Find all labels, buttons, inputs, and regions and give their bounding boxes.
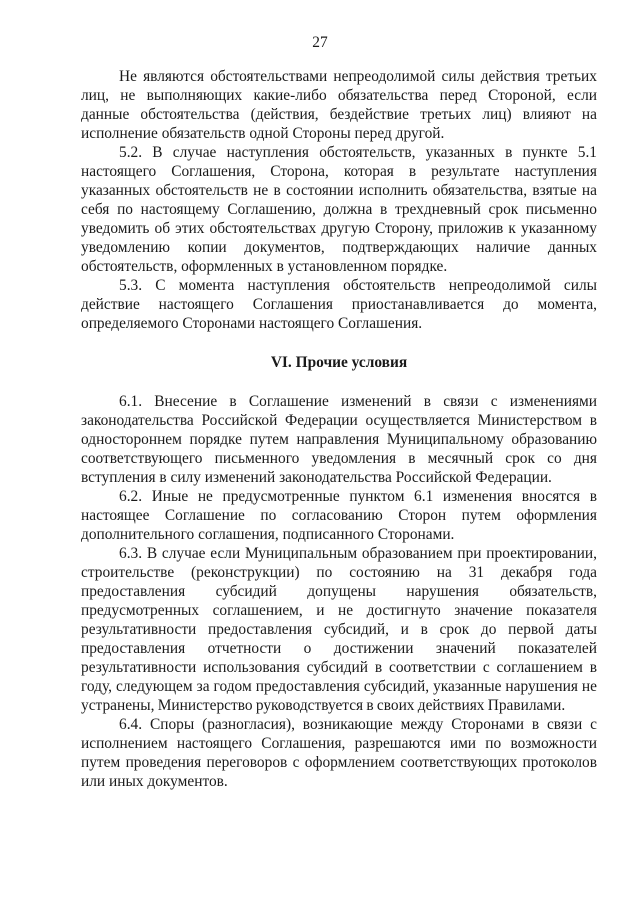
paragraph-5-2: 5.2. В случае наступления обстоятельств, указанных в пункте 5.1 настоящего Соглашения, Сторона, которая в результате наступления указанных обстоятельств не в состоянии исполнить обязательства, взятые на себя по настоящему Соглашению, должна в трехдневный срок письменно уведомить об этих обстоятельствах другую Сторону, приложив к указанному уведомлению копии документов, подтверждающих наличие данных обстоятельств, оформленных в установленном порядке. [81,144,597,275]
paragraph-5-3: 5.3. С момента наступления обстоятельств непреодолимой силы действие настоящего Соглашения приостанавливается до момента, определяемого Сторонами настоящего Соглашения. [81,277,597,332]
paragraph-6-4: 6.4. Споры (разногласия), возникающие между Сторонами в связи с исполнением настоящего Соглашения, разрешаются ими по возможности путем проведения переговоров с оформлением соответствующих протоколов или иных документов. [81,716,597,790]
paragraph-6-3: 6.3. В случае если Муниципальным образованием при проектировании, строительстве (реконструкции) по состоянию на 31 декабря года предоставления субсидий допущены нарушения обязательств, предусмотренных соглашением, и не достигнуто значение показателя результативности предоставления субсидий, и в срок до первой даты предоставления отчетности о достижении значений показателей результативности использования субсидий в соответствии с соглашением в году, следующем за годом предоставления субсидий, указанные нарушения не устранены, Министерство руководствуется в своих действиях Правилами. [81,545,597,714]
page-number: 27 [312,34,328,51]
section-title: VI. Прочие условия [270,354,408,371]
paragraph-6-1: 6.1. Внесение в Соглашение изменений в связи с изменениями законодательства Российской Федерации осуществляется Министерством в одностороннем порядке путем направления Муниципальному образованию соответствующего письменного уведомления в месячный срок со дня вступления в силу изменений законодательства Российской Федерации. [81,393,597,486]
paragraph-6-2: 6.2. Иные не предусмотренные пунктом 6.1 изменения вносятся в настоящее Соглашение по согласованию Сторон путем оформления дополнительного соглашения, подписанного Сторонами. [81,488,597,543]
document-body [81,67,597,791]
paragraph-force-majeure-exclusion: Не являются обстоятельствами непреодолимой силы действия третьих лиц, не выполняющих какие-либо обязательства перед Стороной, если данные обстоятельства (действия, бездействие третьих лиц) влияют на исполнение обязательств одной Стороны перед другой. [81,68,597,142]
